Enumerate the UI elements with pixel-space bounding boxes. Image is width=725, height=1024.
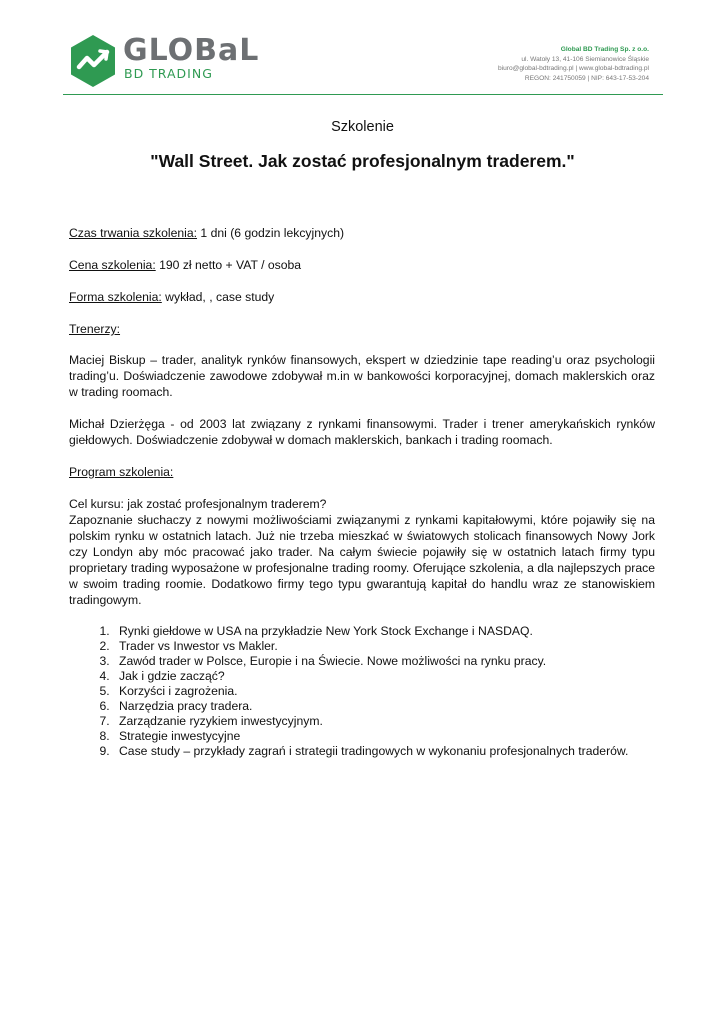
trainer-2: Michał Dzierżęga - od 2003 lat związany z rynkami finansowymi. Trader i trener amerykańskich rynków giełdowych. Doświadczenie zdobywał w domach maklerskich, bankach i trading roomach. — [69, 417, 655, 447]
list-item: 7. Zarządzanie ryzykiem inwestycyjnym. — [113, 714, 655, 729]
price-value: 190 zł netto + VAT / osoba — [155, 258, 302, 272]
course-goal: Cel kursu: jak zostać profesjonalnym traderem? — [69, 497, 327, 511]
list-item: 4. Jak i gdzie zacząć? — [113, 669, 655, 684]
trainer-1: Maciej Biskup – trader, analityk rynków finansowych, ekspert w dziedzinie tape reading’u oraz psychologii trading’u. Doświadczenie zawodowe zdobywał m.in w bankowości korporacyjnej, domach maklerskich oraz w trading roomach. — [69, 353, 655, 399]
company-info — [498, 45, 649, 83]
price-line — [69, 257, 655, 273]
company-name: Global BD Trading Sp. z o.o. — [560, 46, 649, 53]
header-divider — [63, 94, 663, 95]
list-item: 3. Zawód trader w Polsce, Europie i na Świecie. Nowe możliwości na rynku pracy. — [113, 654, 655, 669]
trainers-heading: Trenerzy: — [69, 322, 121, 336]
company-ids: REGON: 241750059 | NIP: 643-17-53-204 — [524, 74, 649, 82]
logo-hexagon-icon — [69, 34, 117, 88]
company-address: ul. Watoły 13, 41-106 Siemianowice Śląskie — [521, 55, 649, 63]
price-label: Cena szkolenia: — [69, 258, 156, 272]
list-item: 1. Rynki giełdowe w USA na przykładzie New York Stock Exchange i NASDAQ. — [113, 624, 655, 639]
list-item: 2. Trader vs Inwestor vs Makler. — [113, 639, 655, 654]
logo-tagline: BD TRADING — [124, 66, 213, 81]
list-item: 8. Strategie inwestycyjne — [113, 729, 655, 744]
duration-line — [69, 225, 655, 241]
duration-label: Czas trwania szkolenia: — [69, 226, 198, 240]
letterhead — [63, 30, 663, 94]
form-label: Forma szkolenia: — [69, 290, 162, 304]
list-item: 9. Case study – przykłady zagrań i strategii tradingowych w wykonaniu profesjonalnych traderów. — [113, 744, 655, 759]
doc-body — [69, 225, 655, 759]
logo-wordmark: GLOBaL — [123, 33, 260, 68]
company-contact: biuro@global-bdtrading.pl | www.global-bdtrading.pl — [498, 65, 649, 72]
list-item: 6. Narzędzia pracy tradera. — [113, 699, 655, 714]
course-goal-description: Zapoznanie słuchaczy z nowymi możliwościami związanymi z rynkami kapitałowymi, które pojawiły się na polskim rynku w ostatnich latach. Już nie trzeba mieszkać w światowych stolicach finansowych Nowy Jork czy Londyn aby móc pracować jako trader. Na całym świecie pojawiły się w ostatnich latach firmy typu proprietary trading wyposażone w profesjonalne trading roomy. Oferujące szkolenia, a dla najlepszych prace w swoim trading roomie. Dodatkowo firmy tego typu gwarantują kapitał do handlu wraz ze stanowiskiem tradingowym. — [69, 513, 655, 607]
duration-value: 1 dni (6 godzin lekcyjnych) — [197, 226, 345, 240]
form-line — [69, 289, 655, 305]
program-list — [69, 624, 655, 759]
form-value: wykład, , case study — [161, 290, 275, 304]
list-item: 5. Korzyści i zagrożenia. — [113, 684, 655, 699]
doc-subtitle: Szkolenie — [331, 119, 394, 135]
program-heading: Program szkolenia: — [69, 465, 174, 479]
doc-title: "Wall Street. Jak zostać profesjonalnym traderem." — [150, 151, 575, 171]
